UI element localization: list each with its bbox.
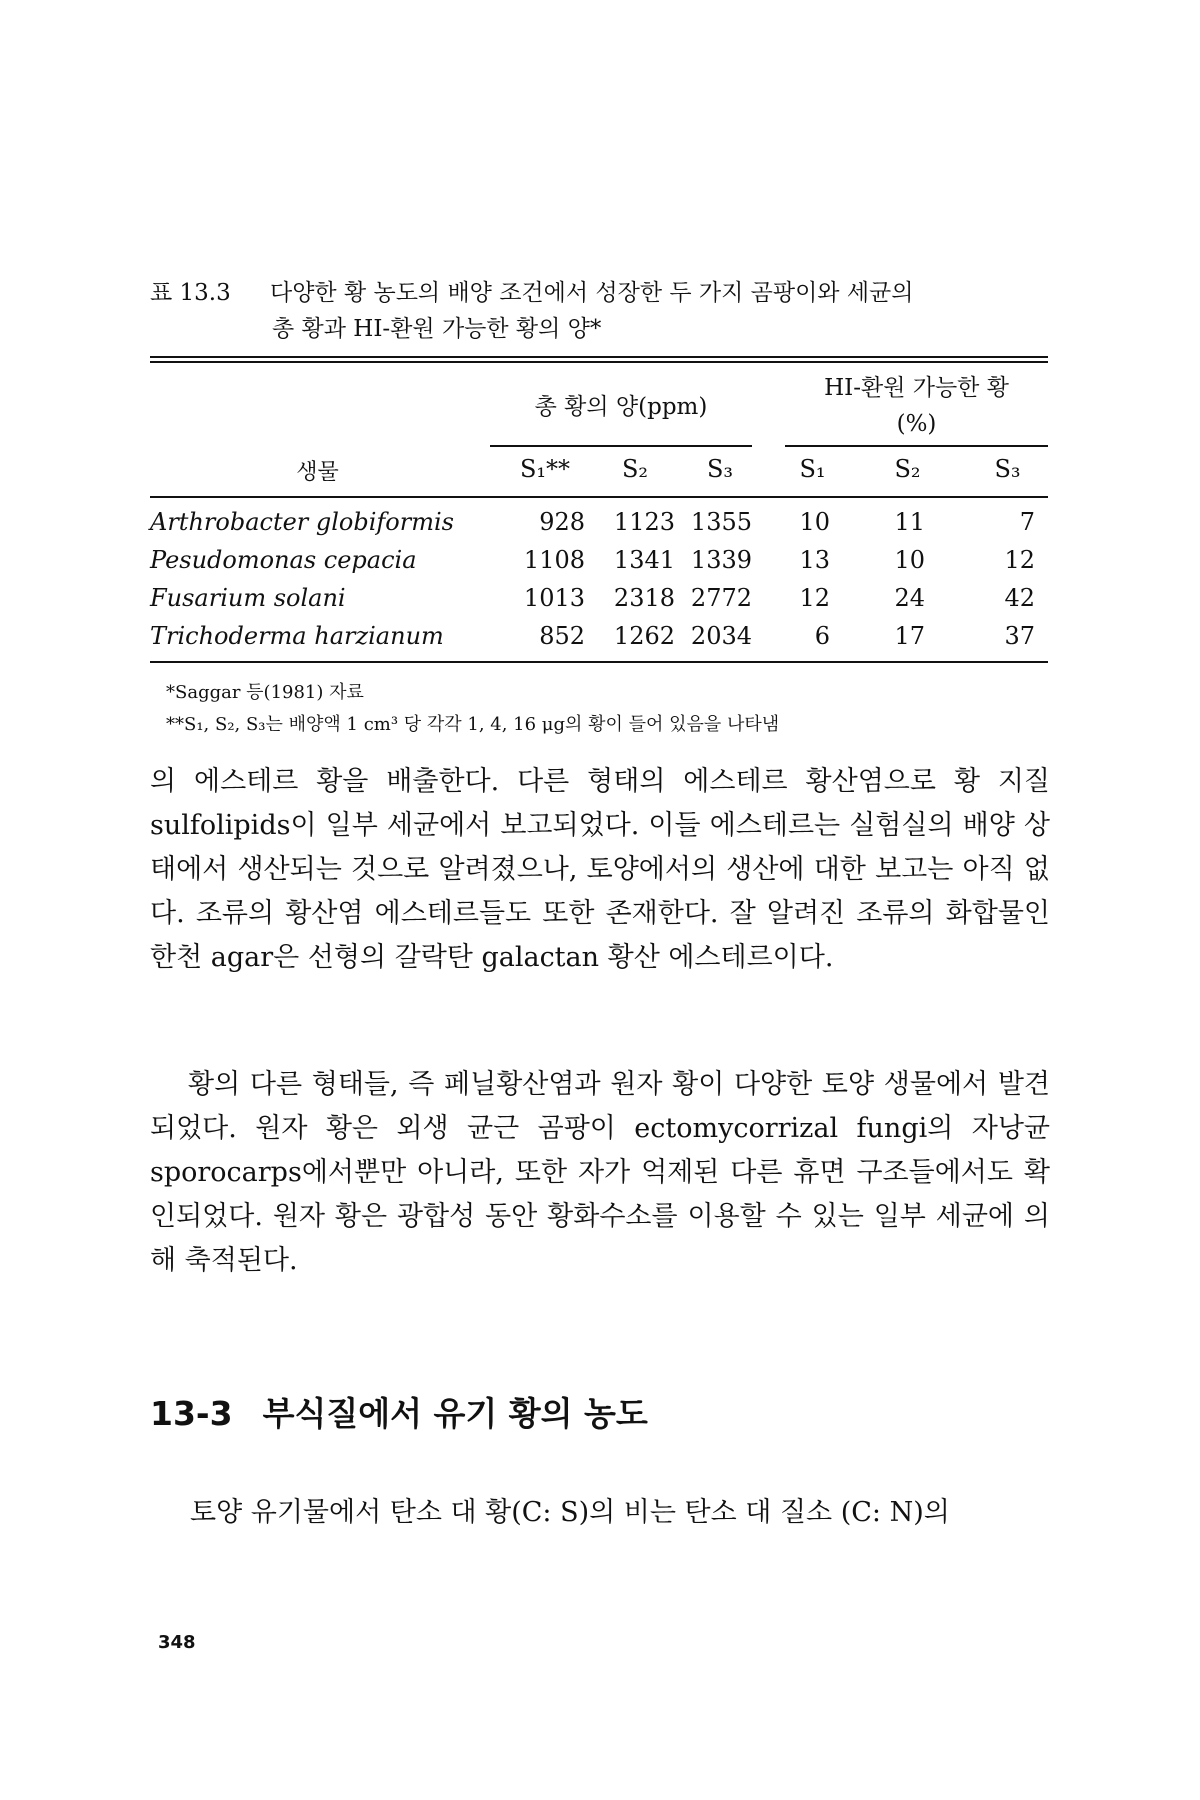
table-cell: 2318: [613, 584, 675, 612]
table-cell: 2772: [690, 584, 752, 612]
table-footnote-2: **S₁, S₂, S₃는 배양액 1 cm³ 당 각각 1, 4, 16 μg의 황이 들어 있음을 나타냄: [166, 714, 780, 735]
body-paragraph-1: 의 에스테르 황을 배출한다. 다른 형태의 에스테르 황산염으로 황 지질 sulfolipids이 일부 세균에서 보고되었다. 이들 에스테르는 실험실의 배양 상태에서 생산되는 것으로 알려졌으나, 토양에서의 생산에 대한 보고는 아직 없다. 조류의 황산염 에스테르들도 또한 존재한다. 잘 알려진 조류의 화합물인 한천 agar은 선형의 갈락탄 galactan 황산 에스테르이다.: [150, 766, 1050, 973]
table-top-rule: [150, 356, 1048, 358]
table-bottom-rule: [150, 661, 1048, 663]
table-cell: 1013: [523, 584, 585, 612]
body-paragraph-3: 토양 유기물에서 탄소 대 황(C: S)의 비는 탄소 대 질소 (C: N)의: [190, 1497, 950, 1528]
table-cell: 852: [539, 622, 585, 650]
table-cell: 1341: [613, 546, 675, 574]
table-top-rule-double: [150, 361, 1048, 363]
table-cell: 1108: [523, 546, 585, 574]
table-cell-organism: Pesudomonas cepacia: [150, 546, 417, 574]
table-cell: 37: [1004, 622, 1035, 650]
table-cell: 6: [814, 622, 830, 650]
column-header-s3-ppm: S₃: [706, 455, 734, 483]
table-cell: 928: [539, 508, 585, 536]
section-number: 13-3: [150, 1394, 233, 1433]
table-cell: 12: [799, 584, 830, 612]
table-header-rule: [150, 496, 1048, 498]
section-heading: [150, 1388, 648, 1435]
table-cell-organism: Fusarium solani: [150, 584, 346, 612]
header-hi-reducible-line2: (%): [896, 411, 937, 437]
table-cell: 1355: [690, 508, 752, 536]
column-header-s1-ppm: S₁**: [519, 455, 571, 483]
table-cell: 17: [894, 622, 925, 650]
table-footnote-1: *Saggar 등(1981) 자료: [166, 682, 364, 703]
table-caption: [150, 275, 1050, 347]
table-cell: 7: [1019, 508, 1035, 536]
table-number: 표 13.3: [150, 280, 231, 306]
table-cell: 1262: [613, 622, 675, 650]
column-header-s2-ppm: S₂: [621, 455, 649, 483]
column-header-organism: 생물: [296, 460, 339, 485]
header-total-sulfur: 총 황의 양(ppm): [534, 394, 708, 420]
table-cell: 10: [799, 508, 830, 536]
header-hi-reducible-line1: HI-환원 가능한 황: [824, 375, 1009, 401]
column-header-s2-pct: S₂: [894, 455, 921, 483]
column-header-s3-pct: S₃: [994, 455, 1021, 483]
table-cell-organism: Arthrobacter globiformis: [150, 508, 454, 536]
table-cell: 13: [799, 546, 830, 574]
table-cell-organism: Trichoderma harzianum: [150, 622, 444, 650]
table-cell: 10: [894, 546, 925, 574]
header-hi-reducible: [785, 370, 1048, 442]
header-hi-underline: [785, 445, 1048, 447]
table-cell: 11: [894, 508, 925, 536]
table-caption-line1: 다양한 황 농도의 배양 조건에서 성장한 두 가지 곰팡이와 세균의: [270, 280, 914, 306]
body-paragraph-2: 황의 다른 형태들, 즉 페닐황산염과 원자 황이 다양한 토양 생물에서 발견되었다. 원자 황은 외생 균근 곰팡이 ectomycorrizal fungi의 자낭균 sporocarps에서뿐만 아니라, 또한 자가 억제된 다른 휴면 구조들에서도 확인되었다. 원자 황은 광합성 동안 황화수소를 이용할 수 있는 일부 세균에 의해 축적된다.: [150, 1069, 1050, 1276]
column-header-s1-pct: S₁: [799, 455, 826, 483]
header-total-underline: [490, 445, 752, 447]
table-caption-line2: 총 황과 HI-환원 가능한 황의 양*: [272, 316, 602, 342]
section-title: 부식질에서 유기 황의 농도: [262, 1394, 648, 1433]
table-cell: 1339: [690, 546, 752, 574]
table-cell: 42: [1004, 584, 1035, 612]
page-number: 348: [158, 1632, 196, 1653]
table-cell: 24: [894, 584, 925, 612]
table-cell: 12: [1004, 546, 1035, 574]
table-cell: 1123: [613, 508, 675, 536]
table-cell: 2034: [690, 622, 752, 650]
